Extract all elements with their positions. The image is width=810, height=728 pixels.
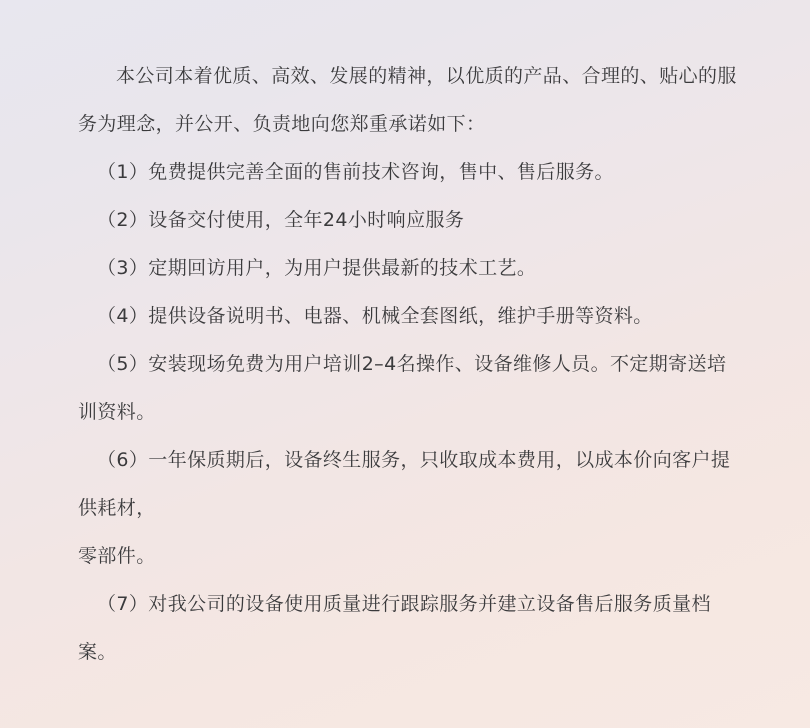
commitment-item-7: （7）对我公司的设备使用质量进行跟踪服务并建立设备售后服务质量档案。: [78, 593, 711, 663]
commitment-item-2: （2）设备交付使用，全年24小时响应服务: [97, 209, 465, 231]
document-body: [78, 52, 738, 676]
commitment-item-1: （1）免费提供完善全面的售前技术咨询，售中、售后服务。: [97, 161, 614, 183]
commitment-item-6-continued: 零部件。: [78, 545, 156, 567]
commitment-item-5: （5）安装现场免费为用户培训2–4名操作、设备维修人员。不定期寄送培训资料。: [78, 353, 727, 423]
commitment-item-3: （3）定期回访用户，为用户提供最新的技术工艺。: [97, 257, 537, 279]
intro-paragraph: 本公司本着优质、高效、发展的精神，以优质的产品、合理的、贴心的服务为理念，并公开、负责地向您郑重承诺如下：: [78, 65, 737, 135]
commitment-item-4: （4）提供设备说明书、电器、机械全套图纸，维护手册等资料。: [97, 305, 653, 327]
commitment-item-6: （6）一年保质期后，设备终生服务，只收取成本费用，以成本价向客户提供耗材，: [78, 449, 731, 519]
